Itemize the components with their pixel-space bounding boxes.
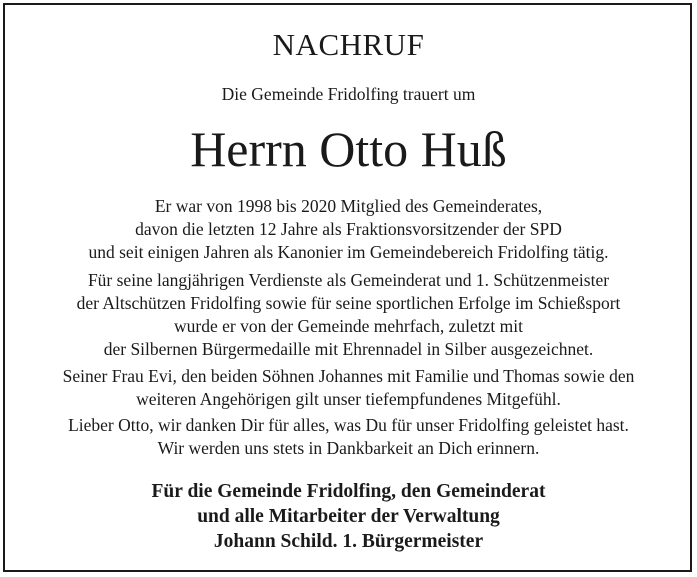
text-line: Wir werden uns stets in Dankbarkeit an Dich erinnern.	[157, 438, 540, 458]
deceased-name: Herrn Otto Huß	[190, 121, 507, 177]
paragraph-career	[0, 195, 697, 264]
signature-line: Für die Gemeinde Fridolfing, den Gemeinderat	[151, 481, 546, 502]
notice-intro: Die Gemeinde Fridolfing trauert um	[221, 84, 476, 104]
signature-line: Johann Schild. 1. Bürgermeister	[213, 531, 484, 552]
signature-line: und alle Mitarbeiter der Verwaltung	[197, 506, 500, 527]
paragraph-condolences	[0, 365, 697, 411]
text-line: davon die letzten 12 Jahre als Fraktionsvorsitzender der SPD	[135, 219, 562, 239]
text-line: der Silbernen Bürgermedaille mit Ehrennadel in Silber ausgezeichnet.	[103, 339, 594, 359]
signature-block	[0, 479, 697, 554]
text-line: Er war von 1998 bis 2020 Mitglied des Gemeinderates,	[154, 196, 543, 216]
paragraph-farewell	[0, 414, 697, 460]
text-line: Für seine langjährigen Verdienste als Gemeinderat und 1. Schützenmeister	[87, 270, 610, 290]
text-line: und seit einigen Jahren als Kanonier im Gemeindebereich Fridolfing tätig.	[88, 242, 609, 262]
text-line: weiteren Angehörigen gilt unser tiefempfundenes Mitgefühl.	[136, 389, 561, 409]
text-line: Lieber Otto, wir danken Dir für alles, was Du für unser Fridolfing geleistet hast.	[68, 415, 629, 435]
paragraph-honors	[0, 269, 697, 361]
text-line: der Altschützen Fridolfing sowie für seine sportlichen Erfolge im Schießsport	[76, 293, 621, 313]
notice-heading: NACHRUF	[272, 27, 425, 62]
text-line: Seiner Frau Evi, den beiden Söhnen Johannes mit Familie und Thomas sowie den	[62, 366, 635, 386]
text-line: wurde er von der Gemeinde mehrfach, zuletzt mit	[174, 316, 523, 336]
